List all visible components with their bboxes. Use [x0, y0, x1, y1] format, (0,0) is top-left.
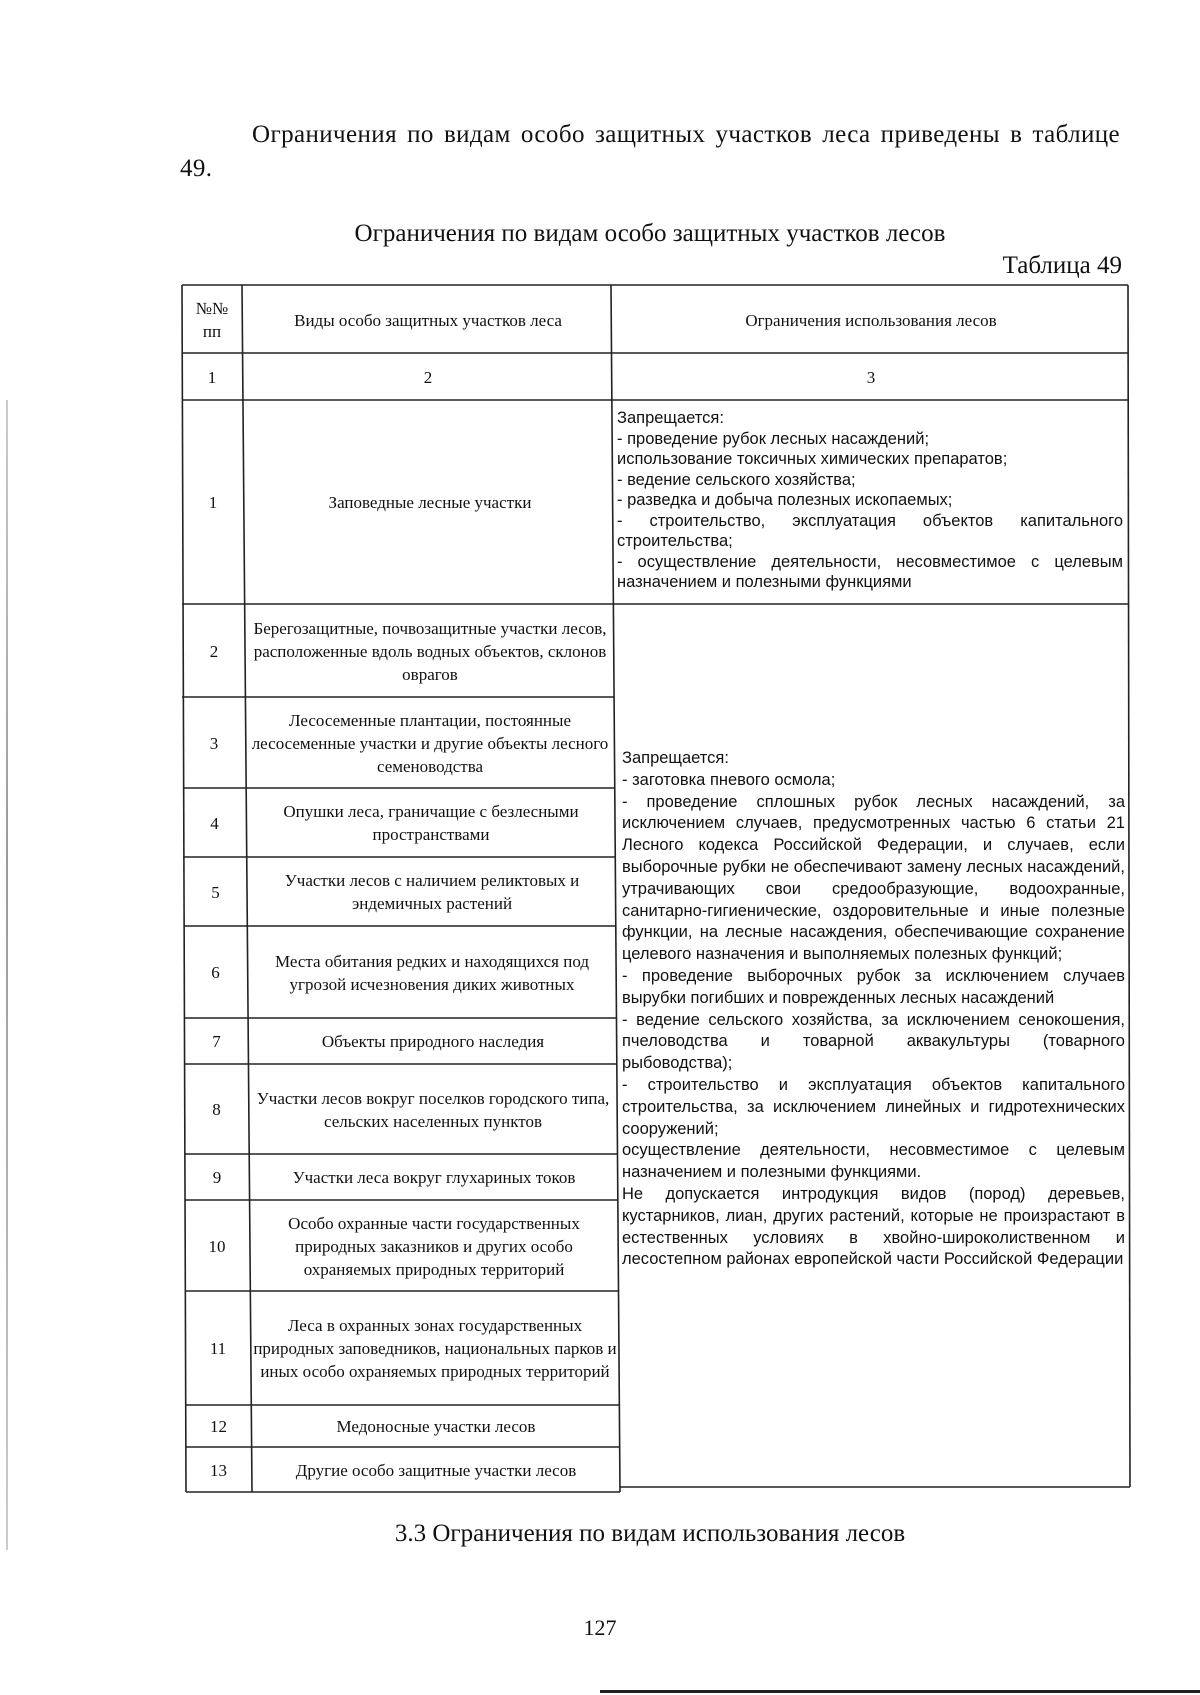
restriction-1-line: использование токсичных химических препаратов; — [617, 450, 1008, 468]
row-4-number: 4 — [210, 813, 219, 833]
col-number-1: 1 — [207, 367, 217, 387]
intro-text: Ограничения по видам особо защитных участков леса приведены в таблице 49. — [180, 121, 1120, 182]
row-9-name: Участки леса вокруг глухариных токов — [292, 1168, 576, 1187]
col-number-3: 3 — [866, 367, 876, 387]
restriction-2-line: Запрещается: — [622, 749, 729, 767]
restriction-2-line: - проведение выборочных рубок за исключением случаев вырубки погибших и поврежденных лесных насаждений — [622, 966, 1125, 1007]
row-8-number: 8 — [212, 1100, 221, 1119]
row-1-number: 1 — [208, 493, 218, 512]
row-12-number: 12 — [210, 1417, 227, 1436]
restriction-1-line: - разведка и добыча полезных ископаемых; — [617, 491, 953, 509]
row-3-name: Лесосеменные плантации, постоянные лесосеменные участки и другие объекты лесного семеноводства — [251, 710, 609, 776]
header-col-number-text: №№ пп — [195, 299, 229, 341]
row-2-number: 2 — [209, 641, 219, 661]
restriction-2-line: Не допускается интродукция видов (пород) деревьев, кустарников, лиан, других растений, которые не произрастают в естественных условиях в хвойно-широколиственном и лесостепном районах европейской части Российской Федерации — [622, 1184, 1125, 1269]
row-11-number: 11 — [209, 1339, 227, 1358]
restriction-1-line: - строительство, эксплуатация объектов капитального строительства; — [617, 511, 1123, 550]
row-12-name: Медоносные участки лесов — [336, 1417, 536, 1436]
row-1-name: Заповедные лесные участки — [328, 493, 532, 512]
restriction-2-line: - ведение сельского хозяйства, за исключением сенокошения, пчеловодства и товарной аквакультуры (товарного рыбоводства); — [622, 1010, 1125, 1073]
restriction-1-line: - осуществление деятельности, несовместимое с целевым назначением и полезными функциями — [617, 552, 1123, 591]
restriction-2-line: осуществление деятельности, несовместимое с целевым назначением и полезными функциями. — [622, 1141, 1125, 1182]
row-13-number: 13 — [210, 1460, 227, 1480]
restriction-2-line: - заготовка пневого осмола; — [622, 770, 836, 789]
section-heading: 3.3 Ограничения по видам использования лесов — [394, 1520, 906, 1547]
scan-artifact-bottom — [600, 1690, 1200, 1693]
row-7-number: 7 — [212, 1032, 221, 1051]
header-col-type: Виды особо защитных участков леса — [294, 310, 562, 330]
row-3-number: 3 — [209, 733, 219, 753]
restriction-1-line: - проведение рубок лесных насаждений; — [617, 429, 930, 448]
row-8-name: Участки лесов вокруг поселков городского типа, сельских населенных пунктов — [256, 1088, 610, 1131]
row-2-name: Берегозащитные, почвозащитные участки лесов, расположенные вдоль водных объектов, склонов оврагов — [253, 618, 607, 684]
row-10-number: 10 — [208, 1236, 226, 1256]
header-col-number — [182, 288, 242, 352]
row-5-name: Участки лесов с наличием реликтовых и эндемичных растений — [284, 871, 580, 913]
restriction-2-line: - проведение сплошных рубок лесных насаждений, за исключением случаев, предусмотренных частью 6 статьи 21 Лесного кодекса Российской Федерации, и случаев, если выборочные рубки не обеспечивают замену лесных насаждений, утрачивающих свои средообразующие, водоохранные, санитарно-гигиенические, оздоровительные и иные полезные функции, на лесные насаждения, обеспечивающие сохранение целевого назначения и выполняемых полезных функций; — [622, 792, 1125, 964]
row-4-name: Опушки леса, граничащие с безлесными пространствами — [283, 802, 579, 844]
row-7-name: Объекты природного наследия — [321, 1032, 545, 1051]
restriction-block-2 — [622, 748, 1125, 1271]
row-9-number: 9 — [212, 1168, 222, 1187]
col-number-2: 2 — [423, 367, 433, 387]
row-10-name: Особо охранные части государственных природных заказников и других особо охраняемых природных территорий — [288, 1213, 580, 1279]
restriction-2-line: - строительство и эксплуатация объектов капитального строительства, за исключением линейных и гидротехнических сооружений; — [622, 1075, 1125, 1138]
row-13-name: Другие особо защитные участки лесов — [295, 1460, 577, 1480]
table-number: Таблица 49 — [1002, 252, 1122, 279]
row-6-number: 6 — [211, 963, 220, 982]
page-number: 127 — [583, 1615, 617, 1640]
table-caption: Ограничения по видам особо защитных участков лесов — [354, 220, 946, 247]
row-11-name: Леса в охранных зонах государственных природных заповедников, национальных парков и иных особо охраняемых природных территорий — [253, 1316, 617, 1381]
restriction-1-line: - ведение сельского хозяйства; — [617, 470, 856, 489]
header-col-restrictions: Ограничения использования лесов — [745, 310, 997, 330]
row-5-number: 5 — [211, 882, 220, 902]
restriction-block-1 — [617, 408, 1123, 593]
row-6-name: Места обитания редких и находящихся под угрозой исчезновения диких животных — [274, 951, 589, 994]
restriction-1-line: Запрещается: — [617, 409, 724, 427]
